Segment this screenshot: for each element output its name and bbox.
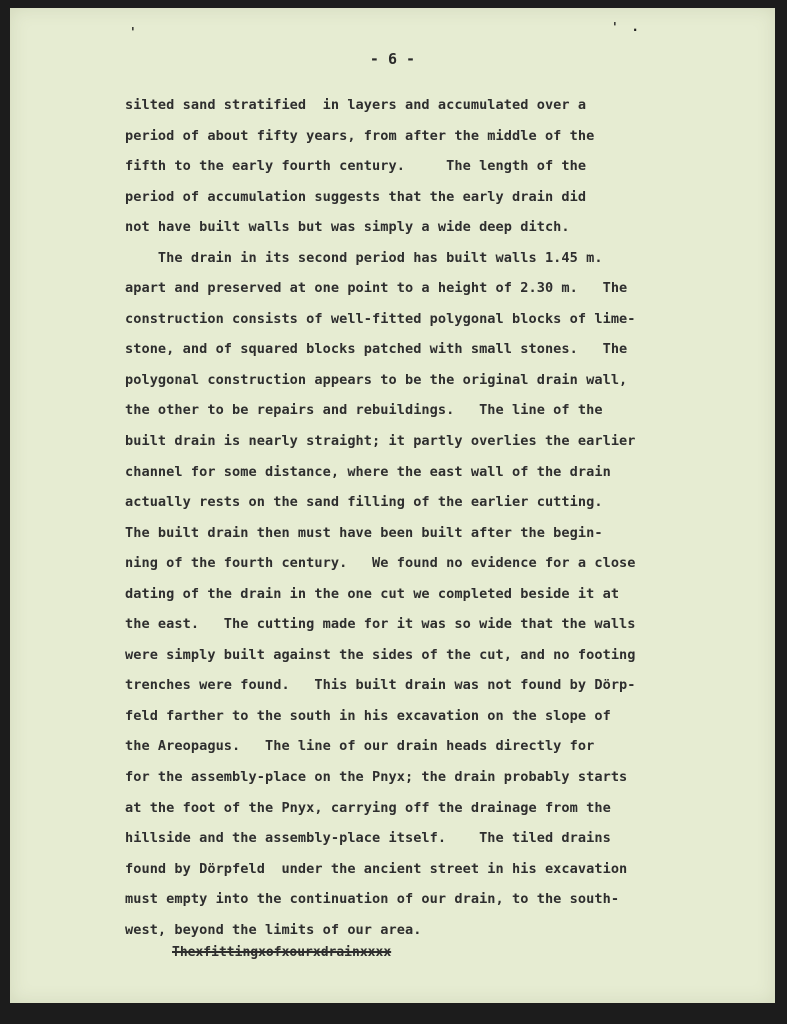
text-line: not have built walls but was simply a wide deep ditch.: [125, 219, 570, 236]
text-line: built drain is nearly straight; it partly overlies the earlier: [125, 433, 636, 450]
text-line: ning of the fourth century. We found no evidence for a close: [125, 555, 636, 572]
text-line: the east. The cutting made for it was so wide that the walls: [125, 616, 636, 633]
text-line: the Areopagus. The line of our drain heads directly for: [125, 738, 595, 755]
text-line: dating of the drain in the one cut we completed beside it at: [125, 585, 620, 602]
document-page: [10, 8, 775, 1003]
body-text: [125, 90, 745, 945]
text-line: west, beyond the limits of our area.: [125, 921, 422, 938]
text-line: must empty into the continuation of our drain, to the south-: [125, 891, 620, 908]
text-line: channel for some distance, where the east wall of the drain: [125, 463, 611, 480]
text-line: stone, and of squared blocks patched with small stones. The: [125, 341, 628, 358]
text-line: apart and preserved at one point to a height of 2.30 m. The: [125, 280, 628, 297]
text-line: hillside and the assembly-place itself. The tiled drains: [125, 830, 611, 847]
text-line: for the assembly-place on the Pnyx; the drain probably starts: [125, 769, 628, 786]
corner-mark-left: ': [131, 25, 135, 39]
corner-mark-right: ' .: [613, 20, 644, 34]
text-line: actually rests on the sand filling of the earlier cutting.: [125, 494, 603, 511]
text-line: fifth to the early fourth century. The length of the: [125, 158, 587, 175]
text-line: period of about fifty years, from after the middle of the: [125, 127, 595, 144]
text-line: The built drain then must have been built after the begin-: [125, 524, 603, 541]
text-line: the other to be repairs and rebuildings. The line of the: [125, 402, 603, 419]
struck-through-line: Thexfittingxofxourxdrainxxxx: [172, 945, 392, 960]
text-line: were simply built against the sides of the cut, and no footing: [125, 646, 636, 663]
text-line: silted sand stratified in layers and accumulated over a: [125, 97, 587, 113]
text-line: feld farther to the south in his excavation on the slope of: [125, 707, 611, 724]
text-line: period of accumulation suggests that the early drain did: [125, 188, 587, 205]
text-line: construction consists of well-fitted polygonal blocks of lime-: [125, 310, 636, 327]
text-line: polygonal construction appears to be the original drain wall,: [125, 371, 628, 388]
text-line: found by Dörpfeld under the ancient street in his excavation: [125, 860, 628, 877]
text-line: The drain in its second period has built walls 1.45 m.: [125, 249, 603, 266]
page-number: - 6 -: [369, 50, 416, 68]
text-line: trenches were found. This built drain was not found by Dörp-: [125, 677, 636, 694]
text-line: at the foot of the Pnyx, carrying off the drainage from the: [125, 799, 611, 816]
